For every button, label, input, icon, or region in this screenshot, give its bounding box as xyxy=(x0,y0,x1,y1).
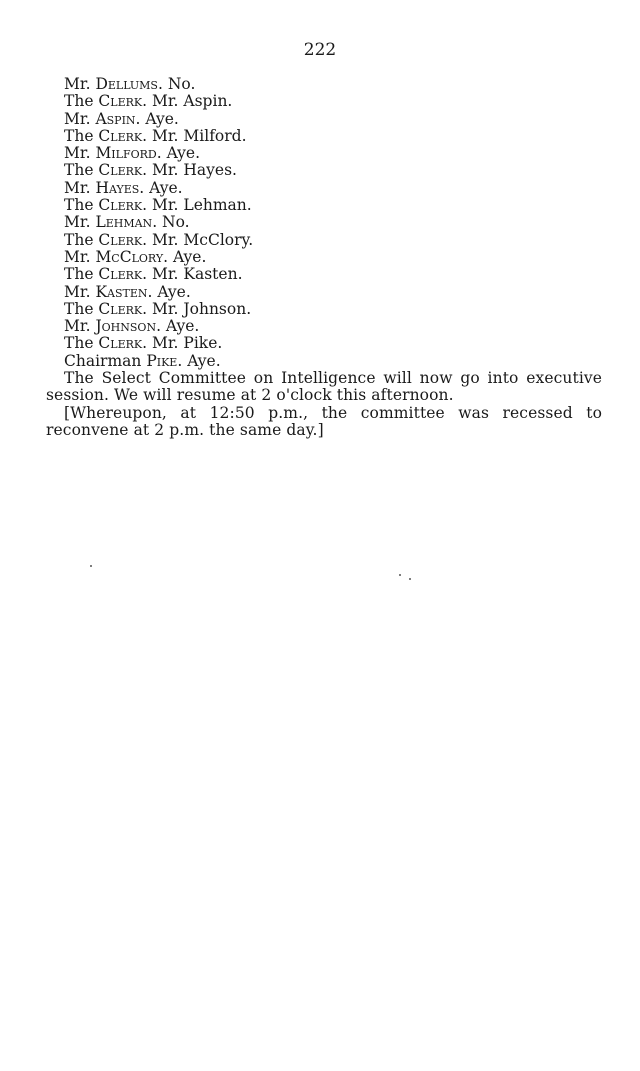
speaker-title: The xyxy=(64,161,99,180)
roll-call-line xyxy=(46,249,602,266)
speaker-title: Mr. xyxy=(64,75,96,93)
spoken-text: . No. xyxy=(157,75,196,93)
speaker-name: Clerk xyxy=(98,126,143,145)
speaker-title: The xyxy=(64,334,99,353)
speaker-name: McClory xyxy=(95,247,164,266)
speaker-name: Clerk xyxy=(98,161,143,180)
roll-call-line xyxy=(46,318,602,335)
speaker-name: Dellums xyxy=(95,75,158,93)
roll-call-line xyxy=(46,145,602,162)
scan-speck xyxy=(409,578,411,580)
transcript-body xyxy=(46,76,602,439)
speaker-title: The xyxy=(64,196,99,215)
spoken-text: . Mr. Johnson. xyxy=(142,299,252,318)
roll-call-line xyxy=(46,180,602,197)
roll-call-line xyxy=(46,162,602,179)
speaker-name: Pike xyxy=(146,351,178,370)
roll-call-line xyxy=(46,353,602,370)
speaker-name: Milford xyxy=(95,144,157,163)
roll-call-line xyxy=(46,284,602,301)
speaker-name: Clerk xyxy=(98,92,143,111)
speaker-name: Clerk xyxy=(98,265,143,284)
speaker-name: Kasten xyxy=(95,282,148,301)
spoken-text: . Aye. xyxy=(156,317,200,336)
spoken-text: . Mr. Lehman. xyxy=(142,196,252,215)
spoken-text: . Mr. Hayes. xyxy=(142,161,237,180)
roll-call-line xyxy=(46,76,602,93)
roll-call-line xyxy=(46,93,602,110)
roll-call-line xyxy=(46,214,602,231)
roll-call-line xyxy=(46,128,602,145)
page-number: 222 xyxy=(303,40,337,60)
speaker-name: Clerk xyxy=(98,230,143,249)
speaker-title: The xyxy=(64,299,99,318)
spoken-text: . Mr. Milford. xyxy=(142,126,247,145)
spoken-text: . No. xyxy=(152,213,190,232)
speaker-name: Clerk xyxy=(98,334,143,353)
spoken-text: . Aye. xyxy=(147,282,191,301)
speaker-name: Hayes xyxy=(95,178,140,197)
spoken-text: . Mr. Aspin. xyxy=(142,92,233,111)
spoken-text: . Aye. xyxy=(177,351,221,370)
speaker-name: Lehman xyxy=(95,213,153,232)
closing-statement: The Select Committee on Intelligence will now go into executive session. We will resume at 2 o'clock this afternoon. xyxy=(46,369,602,405)
speaker-title: The xyxy=(64,126,99,145)
roll-call-line xyxy=(46,232,602,249)
spoken-text: . Aye. xyxy=(135,109,179,128)
speaker-title: Mr. xyxy=(64,247,96,266)
speaker-title: The xyxy=(64,92,99,111)
speaker-title: Mr. xyxy=(64,178,96,197)
speaker-name: Clerk xyxy=(98,196,143,215)
speaker-title: The xyxy=(64,265,99,284)
recess-note: [Whereupon, at 12:50 p.m., the committee was recessed to reconvene at 2 p.m. the same day.] xyxy=(46,403,602,439)
speaker-title: Mr. xyxy=(64,282,96,301)
spoken-text: . Mr. Pike. xyxy=(142,334,223,353)
scan-speck xyxy=(90,565,92,567)
speaker-title: The xyxy=(64,230,99,249)
speaker-title: Mr. xyxy=(64,109,96,128)
roll-call-line xyxy=(46,301,602,318)
speaker-name: Clerk xyxy=(98,299,143,318)
spoken-text: . Aye. xyxy=(139,178,183,197)
roll-call-line xyxy=(46,335,602,352)
speaker-title: Chairman xyxy=(64,351,147,370)
spoken-text: . Mr. Kasten. xyxy=(142,265,243,284)
roll-call-line xyxy=(46,111,602,128)
spoken-text: . Aye. xyxy=(156,144,200,163)
speaker-name: Johnson xyxy=(95,317,157,336)
roll-call-line xyxy=(46,266,602,283)
speaker-name: Aspin xyxy=(95,109,136,128)
roll-call-line xyxy=(46,197,602,214)
speaker-title: Mr. xyxy=(64,144,96,163)
roll-call-list xyxy=(46,76,602,370)
spoken-text: . Aye. xyxy=(163,247,207,266)
speaker-title: Mr. xyxy=(64,213,96,232)
spoken-text: . Mr. McClory. xyxy=(142,230,254,249)
scan-speck xyxy=(399,574,401,576)
speaker-title: Mr. xyxy=(64,317,96,336)
